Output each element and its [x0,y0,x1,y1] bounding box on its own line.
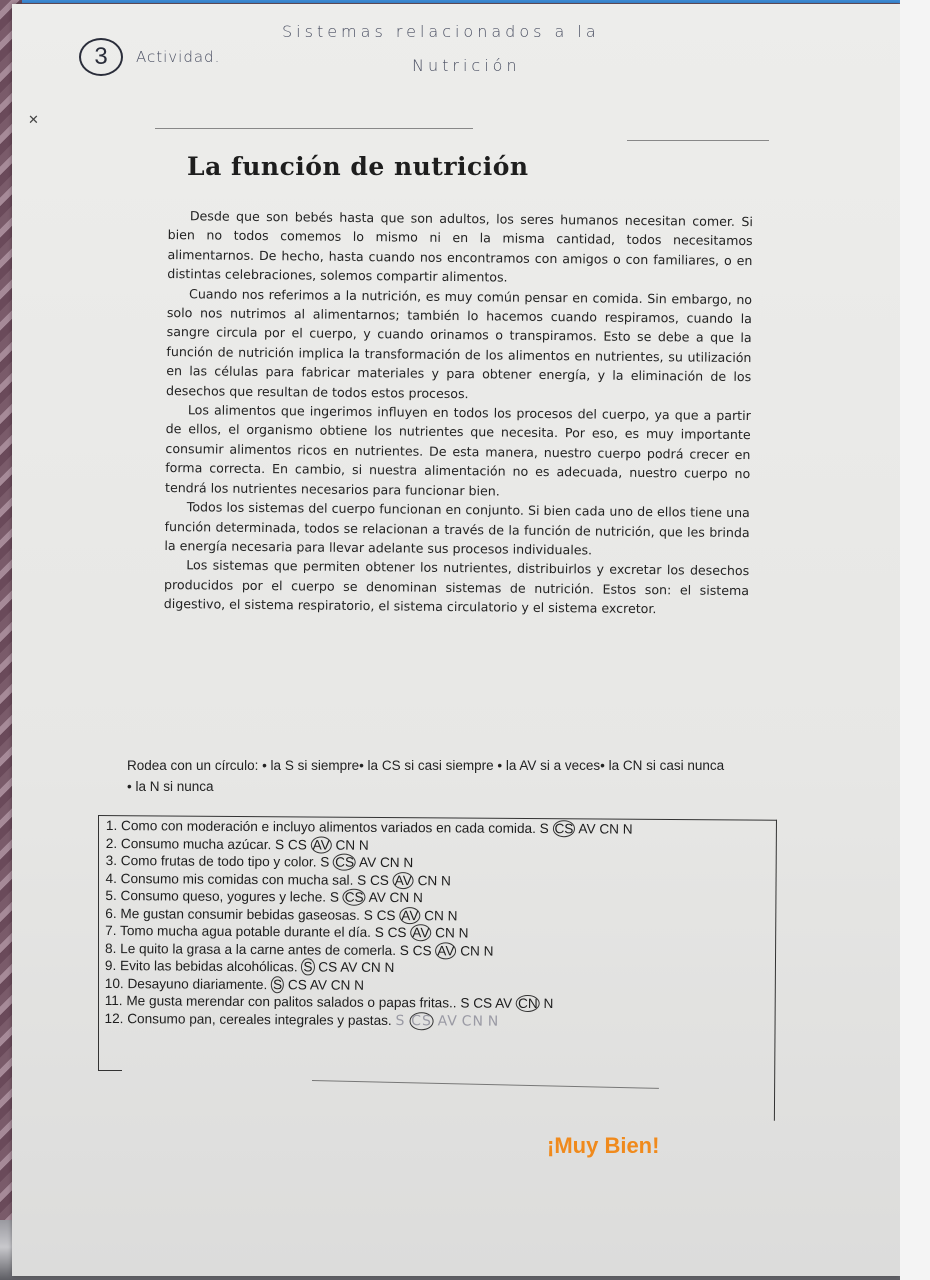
survey-option-av[interactable]: AV [309,976,328,993]
survey-option-av[interactable]: AV [578,821,596,837]
activity-number: 3 [94,43,108,70]
survey-option-cs[interactable]: CS [552,820,575,837]
survey-option-s[interactable]: S [329,889,340,905]
window-top-strip [0,0,930,3]
survey-option-s[interactable]: S [271,976,284,993]
survey-option-s[interactable]: S [460,995,470,1011]
survey-option-cn[interactable]: CN [460,942,480,959]
survey-option-cn[interactable]: CN [435,925,455,941]
survey-option-n[interactable]: N [543,996,554,1012]
activity-number-circle [79,38,123,76]
survey-option-av[interactable]: AV [311,836,332,853]
survey-option-cn[interactable]: CN [379,854,400,871]
survey-option-cn[interactable]: CN [330,977,351,993]
survey-list [105,817,776,1033]
paragraph: Desde que son bebés hasta que son adultos, los seres humanos necesitan comer. Si bien no todos comemos lo mismo ni en la misma cantidad, todos necesitamos alimentarnos. De hecho, hasta cuando nos encontramos con amigos o con familiares, o en distintas celebraciones, solemos compartir alimentos. [167,208,753,285]
handwritten-title-line2: Nutrición [412,56,521,75]
survey-option-n[interactable]: N [483,943,494,959]
paragraph: Los alimentos que ingerimos influyen en todos los procesos del cuerpo, ya que a partir de ellos, el organismo obtiene los nutrientes que necesita. Por eso, es muy importante consumir alimentos ricos en nutrientes. De esta manera, nuestro cuerpo podrá crecer en forma correcta. En cambio, si nuestra alimentación no es adecuada, nuestro cuerpo no tendrá los nutrientes necesarios para funcionar bien. [164,402,751,499]
survey-option-cs[interactable]: CS [333,854,356,871]
paragraph: Cuando nos referimos a la nutrición, es muy común pensar en comida. Sin embargo, no solo nos nutrimos al alimentarnos; también lo hacemos cuando respiramos, cuando la sangre circula por el cuerpo, y cuando orinamos o transpiramos. Esto se debe a que la función de nutrición implica la transformación de los alimentos en nutrientes, su utilización en las células para fabricar materiales y para obtener energía, y la eliminación de los desechos que resultan de todos estos procesos. [165,285,753,401]
survey-option-av[interactable]: AV [359,854,377,870]
survey-question: 2. Consumo mucha azúcar. [105,835,272,852]
survey-option-n[interactable]: N [622,821,633,837]
survey-box-bottom-edge [98,1070,122,1071]
survey-question: 10. Desayuno diariamente. [104,975,268,992]
survey-question: 11. Me gusta merendar con palitos salados o papas fritas.. [104,992,457,1011]
survey-option-cs[interactable]: CS [409,1012,434,1030]
survey-question: 1. Como con moderación e incluyo alimentos variados en cada comida. [105,818,536,837]
survey-option-cn[interactable]: CN [461,1012,484,1030]
survey-option-cs[interactable]: CS [343,889,366,906]
survey-option-s[interactable]: S [374,924,384,940]
survey-question: 12. Consumo pan, cereales integrales y pastas. [104,1010,392,1028]
survey-option-av[interactable]: AV [410,924,431,941]
survey-question: 5. Consumo queso, yogures y leche. [105,887,327,905]
survey-question: 3. Como frutas de todo tipo y color. [105,852,317,870]
survey-question: 6. Me gustan consumir bebidas gaseosas. [105,905,361,923]
survey-question: 9. Evito las bebidas alcohólicas. [104,957,298,975]
survey-option-n[interactable]: N [458,925,469,941]
survey-option-n[interactable]: N [358,837,369,853]
survey-option-av[interactable]: AV [437,1012,458,1029]
feedback-stamp: ¡Muy Bien! [547,1133,660,1158]
survey-question: 7. Tomo mucha agua potable durante el día. [105,922,372,940]
right-margin-strip [900,0,930,1280]
survey-option-cn[interactable]: CN [599,821,620,837]
survey-option-cs[interactable]: CS [387,924,407,941]
survey-option-s[interactable]: S [320,854,330,870]
survey-option-cn[interactable]: CN [361,959,381,975]
header-rule-right [627,140,769,141]
survey-option-cn[interactable]: CN [335,837,356,853]
handwritten-title-line1: Sistemas relacionados a la [282,22,600,41]
survey-option-cs[interactable]: CS [287,976,307,992]
survey-option-n[interactable]: N [447,907,458,923]
survey-option-n[interactable]: N [354,977,365,993]
survey-option-cs[interactable]: CS [287,836,307,852]
survey-box-left-edge [98,815,99,1070]
survey-option-cs[interactable]: CS [318,959,338,975]
survey-question: 4. Consumo mis comidas con mucha sal. [105,870,354,888]
header-rule-left [155,128,473,129]
survey-option-n[interactable]: N [440,872,451,888]
survey-option-n[interactable]: N [384,959,395,976]
survey-option-s[interactable]: S [399,942,409,958]
survey-option-s[interactable]: S [363,907,373,923]
document-body [164,206,753,620]
survey-option-av[interactable]: AV [393,872,414,889]
pen-mark: ✕ [28,112,39,127]
survey-option-s[interactable]: S [301,958,314,975]
paragraph: Todos los sistemas del cuerpo funcionan en conjunto. Si bien cada uno de ellos tiene una función determinada, todos se relacionan a través de la función de nutrición, que les brinda la energía necesaria para llevar adelante sus procesos individuales. [164,499,750,558]
survey-option-cs[interactable]: CS [412,942,432,958]
survey-option-cn[interactable]: CN [424,907,444,923]
survey-option-s[interactable]: S [395,1012,406,1029]
paragraph: Los sistemas que permiten obtener los nutrientes, distribuirlos y excretar los desechos producidos por el cuerpo se denominan sistemas de nutrición. Estos son: el sistema digestivo, el sistema respiratorio, el sistema circulatorio y el sistema excretor. [163,557,750,617]
survey-question: 8. Le quito la grasa a la carne antes de comerla. [105,940,397,958]
document-title: La función de nutrición [187,152,529,181]
survey-option-av[interactable]: AV [340,959,358,975]
survey-option-cn[interactable]: CN [516,995,540,1012]
survey-option-s[interactable]: S [275,836,285,852]
survey-option-n[interactable]: N [403,855,414,871]
survey-option-s[interactable]: S [357,872,367,888]
survey-option-av[interactable]: AV [435,942,456,959]
activity-label: Actividad. [136,48,221,66]
instructions-line1: Rodea con un círculo: • la S si siempre• la CS si casi siempre • la AV si a veces• la CN si casi nunca [127,758,725,773]
survey-option-av[interactable]: AV [368,889,386,905]
survey-option-av[interactable]: AV [495,995,513,1011]
survey-option-n[interactable]: N [487,1013,500,1030]
survey-option-cn[interactable]: CN [417,872,438,888]
survey-option-n[interactable]: N [412,890,423,906]
instructions-line2: • la N si nunca [127,779,214,794]
instructions [127,755,787,797]
survey-option-cs[interactable]: CS [369,872,389,888]
survey-option-cs[interactable]: CS [473,995,493,1011]
survey-option-cn[interactable]: CN [389,889,410,906]
survey-option-cs[interactable]: CS [376,907,396,923]
survey-option-av[interactable]: AV [399,907,420,924]
survey-option-s[interactable]: S [539,821,549,837]
